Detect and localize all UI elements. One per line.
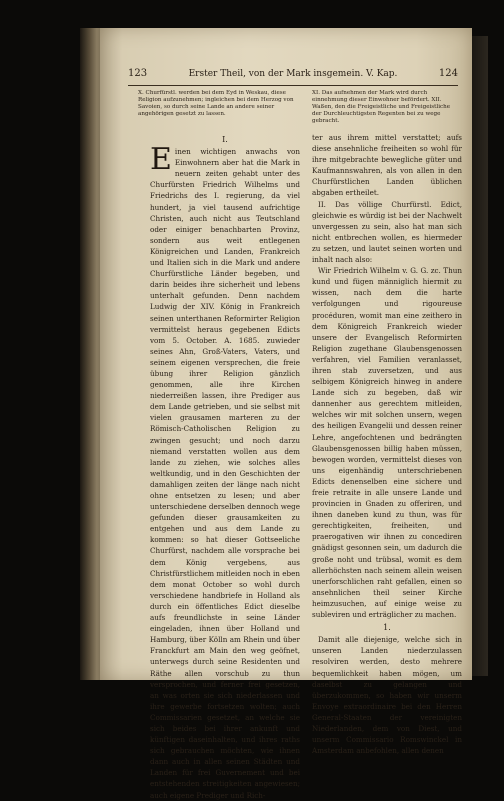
right-column — [312, 132, 462, 756]
margin-note-left: X. Churfürstl. werden bei dem Eyd in Weskau, diese Religion aufzunehmen; ingleichen bei dem Herzog von Savoien, so durch seine Lande an andere seiner angehörigen gesetzt zu lassen. — [138, 90, 294, 117]
paragraph-text: inen wichtigen anwachs von Einwohnern aber hat die Mark in neuern zeiten gehabt unter des Churfürsten Friedrich Wilhelms und Friedrichs des I. regierung, da viel hundert, ja viel tausend aufrichtige Christen, auch nicht aus Teutschland oder einiger benachbarten Provinz, sondern aus weit entlegenen Königreichen und Landen, Frankreich und Italien sich in die Mark und andere Churfürstliche Länder begeben, und darin beides ihre sicherheit und lebens unterhalt gefunden. Denn nachdem Ludwig der XIV. König in Frankreich seinen unterthanen Reformirter Religion vermittelst heraus gegebenen Edicts vom 5. October. A. 1685. zuwieder seines Ahn, Groß-Vaters, Vaters, und seinem eigenen versprechen, die freie übung ihrer Religion gänzlich genommen, alle ihre Kirchen niederreißen lassen, ihre Prediger aus dem Lande getrieben, und sie selbst mit vielen grausamen marteren zu der Römisch-Catholischen Religion zu zwingen gesucht; und noch darzu niemand verstatten wollen aus dem lande zu ziehen, wie solches alles weltkundig, und in den Geschichten der damahligen zeiten der länge nach nicht ohne entsetzen zu lesen; und aber unterschiedene derselben dennoch wege gefunden dieser grausamkeiten zu entgehen und aus dem Lande zu kommen: so hat dieser Gottseeliche Churfürst, nachdem alle vorsprache bei dem König vergebens, aus Christfürstlichem mitleiden noch in eben dem monat October so wohl durch verschiedene handbriefe in Holland als durch ein öffentliches Edict dieselbe aufs freundlichste in seine Länder eingeladen, ihnen über Holland und Hamburg, über Kölln am Rhein und über Franckfurt am Main den weg geöfnet, unterwegs durch seine Residenten und Räthe allen vorschub zu thun versprochen, und ferner frei gesetzen, an was orten sie sich niederlassen und ihre gewerbe fortsetzen wolten; auch Commissarien gesetzet, an welche sie sich beides bei ihrer ankunft und künftigen daseinhalten, und ihres raths sich gebrauchen möchten, wie ihnen dann auch in allen seinen Städten und Landen für frei Guvernement und bei entstehenden streitigkeiten angewiesen; auch eigene Prediger und Rich- — [150, 147, 300, 800]
running-title: Erster Theil, von der Mark insgemein. V. Kap. — [188, 69, 398, 79]
left-column — [150, 132, 300, 800]
paragraph — [150, 142, 300, 801]
page-edge-shadow — [472, 36, 488, 676]
paragraph: ter aus ihrem mittel verstattet; aufs diese ansehnliche freiheiten so wohl für ihre mitgebrachte bewegliche güter und Kaufmannswahren, als von allen in den Churfürstlichen Landen üblichen abgaben ertheilet. — [312, 133, 462, 198]
margin-note-right: XI. Das aufnehmen der Mark wird durch einnehmung dieser Einwohner befördert. XII. Waßen, den die Freigeistliche und Freigeistliche der Durchleuchtigsten Regenten bei zu wege gebracht. — [312, 90, 451, 124]
paragraph: II. Das völlige Churfürstl. Edict, gleichwie es würdig ist bei der Nachwelt unvergessen zu sein, also hat man sich nicht entbrechen wollen, es hiermeder zu setzen, und lautet seinen worten und inhalt nach also: — [312, 199, 462, 265]
section-number: I. — [222, 135, 228, 144]
edict-paragraph: Wir Friedrich Wilhelm v. G. G. zc. Thun kund und fügen männiglich hiermit zu wissen, nach dem die harte verfolgungen und rigoureuse procéduren, womit man eine zeithero in dem Königreich Frankreich wieder unsere der Evangelisch Reformirten Religion zugethane Glaubensgenossen verfahren, viel Familien veranlasset, ihren stab zuversetzen, und aus selbigem Königreich hinweg in andere Lande sich zu begeben, daß wir dannenher aus gerechtem mitleiden, welches wir mit solchen unsern, wegen des heiligen Evangelii und dessen reiner Lehre, angefochtenen und bedrängten Glaubensgenossen billig haben müssen, bewogen worden, vermittelst dieses von uns eigenhändig unterschriebenen Edicts denenselben eine sichere und freie retraite in alle unsere Lande und provincien in Gnaden zu offeriren, und ihnen daneben kund zu thun, was für gerechtigkeiten, freiheiten, und praerogativen wir ihnen zu concediren gnädigst gesonnen sein, um dadurch die große noht und trübsal, womit es dem allerhöchsten nach seinem allein weisen unerforschlichen raht gefallen, einen so ansehnlichen theil seiner Kirche heimzusuchen, auf einige weise zu subleviren und erträglicher zu machen. — [312, 266, 462, 620]
paragraph: Damit alle diejenige, welche sich in unseren Landen niederzulassen resolviren werden, desto mehrere bequemlichkeit haben mögen, um daselbst zu gelangen und überzukommen, so haben wir unserm Envoye extraordinaire bei den Herren General-Staaten der vereinigten Niederlanden, dem von Diest, und unserm Commissario Romswinckel in Amsterdam anbefohlen, allen denen — [312, 635, 462, 756]
drop-cap: E — [150, 142, 172, 178]
page-number-left: 123 — [128, 68, 148, 79]
page-number-right: 124 — [438, 68, 458, 79]
section-number: 1. — [383, 623, 391, 633]
header-rule — [128, 85, 458, 86]
running-header — [128, 68, 458, 84]
